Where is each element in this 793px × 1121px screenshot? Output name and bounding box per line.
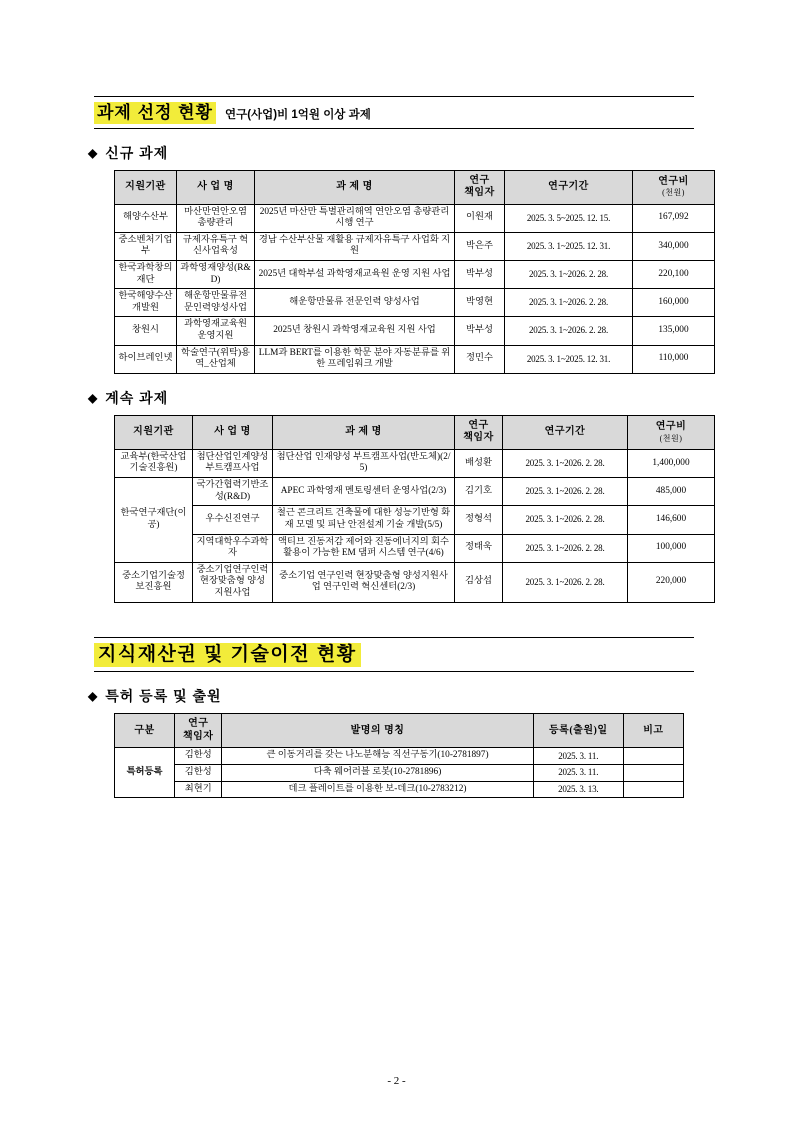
col-header-pi-line2: 책임자 <box>182 730 214 742</box>
cell-period: 2025. 3. 1~2026. 2. 28. <box>503 478 628 506</box>
patents-table <box>114 713 684 798</box>
cell-period: 2025. 3. 1~2026. 2. 28. <box>505 317 633 345</box>
table-row <box>115 232 715 260</box>
cell-pi: 박영현 <box>455 289 505 317</box>
section-1-title: 과제 선정 현황 <box>94 102 216 124</box>
cell-pi: 이원재 <box>455 204 505 232</box>
section-2-title: 지식재산권 및 기술이전 현황 <box>94 643 361 668</box>
cell-pi: 김기호 <box>455 478 503 506</box>
cell-org: 중소기업기술정보진흥원 <box>115 562 193 602</box>
cell-org: 한국해양수산개발원 <box>115 289 177 317</box>
cell-org: 해양수산부 <box>115 204 177 232</box>
cell-program: 지역대학우수과학자 <box>193 534 273 562</box>
table-row <box>115 562 715 602</box>
col-header-org: 지원기관 <box>115 415 193 449</box>
cell-org: 한국연구재단(이공) <box>115 478 193 563</box>
cell-org: 창원시 <box>115 317 177 345</box>
col-header-pi <box>455 170 505 204</box>
diamond-bullet-icon: ◆ <box>88 145 99 160</box>
cell-note <box>623 781 683 798</box>
cell-budget: 110,000 <box>633 345 715 373</box>
col-header-program: 사 업 명 <box>177 170 255 204</box>
section-2-header <box>94 637 694 673</box>
col-header-budget-unit: (천원) <box>659 433 683 443</box>
col-header-period: 연구기간 <box>503 415 628 449</box>
cell-program: 과학영재양성(R&D) <box>177 260 255 288</box>
cell-project: APEC 과학영재 멘토링센터 운영사업(2/3) <box>273 478 455 506</box>
cell-period: 2025. 3. 5~2025. 12. 15. <box>505 204 633 232</box>
cell-org: 한국과학창의재단 <box>115 260 177 288</box>
cell-project: 2025년 대학부설 과학영재교육원 운영 지원 사업 <box>255 260 455 288</box>
cell-project: 경남 수산부산물 재활용 규제자유특구 사업화 지원 <box>255 232 455 260</box>
cell-period: 2025. 3. 1~2025. 12. 31. <box>505 345 633 373</box>
cell-period: 2025. 3. 1~2026. 2. 28. <box>505 289 633 317</box>
cell-pi: 박부성 <box>455 317 505 345</box>
table-row <box>115 748 684 765</box>
table-row <box>115 289 715 317</box>
diamond-bullet-icon: ◆ <box>88 390 99 405</box>
cell-org: 하이브레인넷 <box>115 345 177 373</box>
col-header-note: 비고 <box>623 714 683 748</box>
col-header-pi <box>175 714 222 748</box>
col-header-pi-line1: 연구 <box>188 718 209 730</box>
cell-program: 첨단산업인계양성부트캠프사업 <box>193 449 273 477</box>
cell-project: 철근 콘크리트 건축물에 대한 성능기반형 화재 모델 및 피난 안전설계 기술 개발(5/5) <box>273 506 455 534</box>
cell-budget: 160,000 <box>633 289 715 317</box>
divider-bottom <box>94 128 694 129</box>
cell-budget: 100,000 <box>628 534 715 562</box>
col-header-budget <box>628 415 715 449</box>
subsection-patents-heading <box>88 686 729 706</box>
cell-invention: 데크 플레이트를 이용한 보-데크(10-2783212) <box>222 781 533 798</box>
cell-period: 2025. 3. 1~2025. 12. 31. <box>505 232 633 260</box>
cell-budget: 485,000 <box>628 478 715 506</box>
cell-program: 규제자유특구 혁신사업육성 <box>177 232 255 260</box>
cell-period: 2025. 3. 1~2026. 2. 28. <box>503 506 628 534</box>
cell-period: 2025. 3. 1~2026. 2. 28. <box>503 449 628 477</box>
col-header-pi <box>455 415 503 449</box>
cell-project: 해운항만물류 전문인력 양성사업 <box>255 289 455 317</box>
cell-date: 2025. 3. 11. <box>533 764 623 781</box>
table-header-row <box>115 170 715 204</box>
cell-budget: 167,092 <box>633 204 715 232</box>
subsection-new-projects-label: 신규 과제 <box>105 144 169 161</box>
cell-budget: 220,000 <box>628 562 715 602</box>
col-header-project: 과 제 명 <box>273 415 455 449</box>
table-row <box>115 781 684 798</box>
cell-project: 액티브 진동저감 제어와 진동에너지의 회수 활용이 가능한 EM 댐퍼 시스템 연구(4/6) <box>273 534 455 562</box>
cell-period: 2025. 3. 1~2026. 2. 28. <box>503 562 628 602</box>
table-row <box>115 506 715 534</box>
cell-project: 2025년 창원시 과학영재교육원 지원 사업 <box>255 317 455 345</box>
cell-project: 첨단산업 인재양성 부트캠프사업(반도체)(2/5) <box>273 449 455 477</box>
col-header-invention: 발명의 명칭 <box>222 714 533 748</box>
col-header-budget-label: 연구비 <box>655 421 687 433</box>
subsection-continuing-projects-label: 계속 과제 <box>105 389 169 406</box>
table-header-row <box>115 714 684 748</box>
section-1-subtitle: 연구(사업)비 1억원 이상 과제 <box>224 108 371 121</box>
cell-pi: 정태욱 <box>455 534 503 562</box>
cell-pi: 김한성 <box>175 764 222 781</box>
cell-program: 우수신진연구 <box>193 506 273 534</box>
table-row <box>115 317 715 345</box>
cell-period: 2025. 3. 1~2026. 2. 28. <box>505 260 633 288</box>
col-header-period: 연구기간 <box>505 170 633 204</box>
col-header-budget <box>633 170 715 204</box>
divider-top <box>94 637 694 638</box>
table-row <box>115 345 715 373</box>
table-header-row <box>115 415 715 449</box>
table-row <box>115 449 715 477</box>
cell-pi: 박은주 <box>455 232 505 260</box>
cell-org: 중소벤처기업부 <box>115 232 177 260</box>
cell-budget: 220,100 <box>633 260 715 288</box>
col-header-budget-label: 연구비 <box>658 175 689 187</box>
col-header-date: 등록(출원)일 <box>533 714 623 748</box>
divider-bottom <box>94 671 694 672</box>
col-header-pi-line1: 연구 <box>469 174 490 186</box>
cell-invention: 큰 이동거리를 갖는 나노분해능 직선구동기(10-2781897) <box>222 748 533 765</box>
cell-invention: 다축 웨어러블 로봇(10-2781896) <box>222 764 533 781</box>
col-header-type: 구분 <box>115 714 175 748</box>
cell-budget: 340,000 <box>633 232 715 260</box>
cell-note <box>623 748 683 765</box>
col-header-pi-line2: 책임자 <box>463 432 494 444</box>
table-row <box>115 478 715 506</box>
table-row <box>115 764 684 781</box>
col-header-program: 사 업 명 <box>193 415 273 449</box>
cell-period: 2025. 3. 1~2026. 2. 28. <box>503 534 628 562</box>
cell-budget: 1,400,000 <box>628 449 715 477</box>
cell-pi: 정민수 <box>455 345 505 373</box>
cell-pi: 정형석 <box>455 506 503 534</box>
continuing-projects-table <box>114 415 715 603</box>
cell-group-label: 특허등록 <box>115 748 175 798</box>
cell-date: 2025. 3. 11. <box>533 748 623 765</box>
cell-program: 마산만연안오염총량관리 <box>177 204 255 232</box>
cell-budget: 146,600 <box>628 506 715 534</box>
page-number: - 2 - <box>387 1075 406 1087</box>
col-header-budget-unit: (천원) <box>662 188 685 198</box>
cell-pi: 최현기 <box>175 781 222 798</box>
table-row <box>115 204 715 232</box>
subsection-patents-label: 특허 등록 및 출원 <box>105 688 222 705</box>
cell-project: 중소기업 연구인력 현장맞춤형 양성지원사업 연구인력 혁신센터(2/3) <box>273 562 455 602</box>
diamond-bullet-icon: ◆ <box>88 689 99 704</box>
cell-project: LLM과 BERT를 이용한 학문 분야 자동분류를 위한 프레임워크 개발 <box>255 345 455 373</box>
cell-pi: 김한성 <box>175 748 222 765</box>
cell-project: 2025년 마산만 특별관리해역 연안오염 총량관리 시행 연구 <box>255 204 455 232</box>
col-header-pi-line1: 연구 <box>468 419 489 431</box>
subsection-new-projects-heading <box>88 143 729 163</box>
cell-program: 국가간협력기반조성(R&D) <box>193 478 273 506</box>
cell-pi: 배성환 <box>455 449 503 477</box>
cell-note <box>623 764 683 781</box>
col-header-org: 지원기관 <box>115 170 177 204</box>
col-header-pi-line2: 책임자 <box>464 187 495 199</box>
section-1-header <box>94 96 694 129</box>
cell-date: 2025. 3. 13. <box>533 781 623 798</box>
col-header-project: 과 제 명 <box>255 170 455 204</box>
cell-org: 교육부(한국산업기술진흥원) <box>115 449 193 477</box>
cell-pi: 김상섭 <box>455 562 503 602</box>
subsection-continuing-projects-heading <box>88 388 729 408</box>
cell-budget: 135,000 <box>633 317 715 345</box>
cell-program: 학술연구(위탁)용역_산업체 <box>177 345 255 373</box>
cell-program: 중소기업연구인력 현장맞춤형 양성 지원사업 <box>193 562 273 602</box>
table-row <box>115 260 715 288</box>
table-row <box>115 534 715 562</box>
divider-top <box>94 96 694 97</box>
cell-pi: 박부성 <box>455 260 505 288</box>
new-projects-table <box>114 170 715 374</box>
cell-program: 과학영재교육원 운영지원 <box>177 317 255 345</box>
cell-program: 해운항만물류전문인력양성사업 <box>177 289 255 317</box>
